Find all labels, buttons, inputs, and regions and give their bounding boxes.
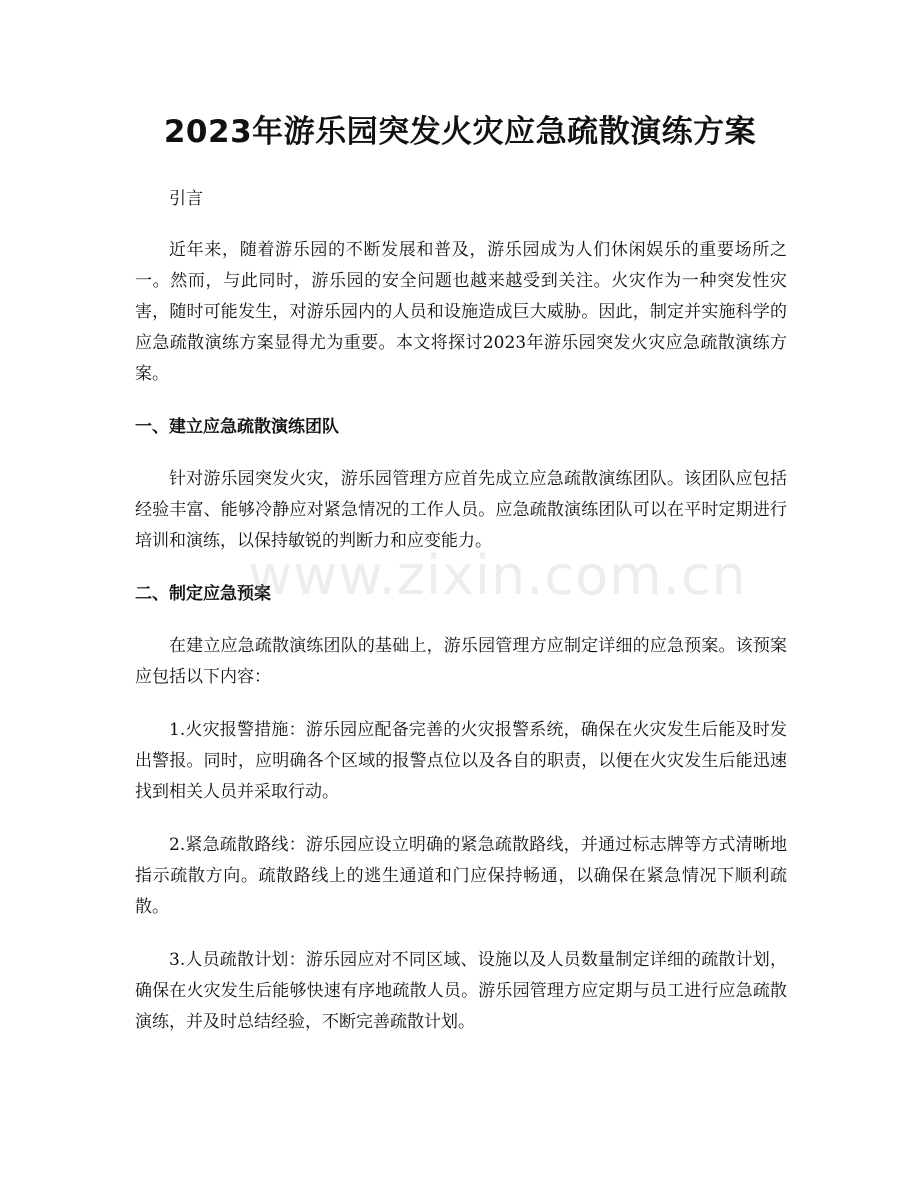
section-heading-team: 一、建立应急疏散演练团队	[135, 417, 339, 437]
list-item-personnel-evacuation: 3.人员疏散计划：游乐园应对不同区域、设施以及人员数量制定详细的疏散计划，确保在火灾发生后能够快速有序地疏散人员。游乐园管理方应定期与员工进行应急疏散演练，并及时总结经验，不断完善疏散计划。	[135, 950, 787, 1032]
intro-label: 引言	[169, 189, 203, 209]
section-heading-plan: 二、制定应急预案	[135, 584, 271, 604]
list-item-evacuation-route: 2.紧急疏散路线：游乐园应设立明确的紧急疏散路线，并通过标志牌等方式清晰地指示疏散方向。疏散路线上的逃生通道和门应保持畅通，以确保在紧急情况下顺利疏散。	[135, 835, 787, 917]
list-item-fire-alarm: 1.火灾报警措施：游乐园应配备完善的火灾报警系统，确保在火灾发生后能及时发出警报。同时，应明确各个区域的报警点位以及各自的职责，以便在火灾发生后能迅速找到相关人员并采取行动。	[135, 720, 787, 802]
intro-paragraph: 近年来，随着游乐园的不断发展和普及，游乐园成为人们休闲娱乐的重要场所之一。然而，与此同时，游乐园的安全问题也越来越受到关注。火灾作为一种突发性灾害，随时可能发生，对游乐园内的人员和设施造成巨大威胁。因此，制定并实施科学的应急疏散演练方案显得尤为重要。本文将探讨2023年游乐园突发火灾应急疏散演练方案。	[135, 240, 787, 384]
document-body	[135, 184, 787, 1060]
section-paragraph-team: 针对游乐园突发火灾，游乐园管理方应首先成立应急疏散演练团队。该团队应包括经验丰富、能够冷静应对紧急情况的工作人员。应急疏散演练团队可以在平时定期进行培训和演练，以保持敏锐的判断力和应变能力。	[135, 469, 787, 551]
watermark: www.zixin.com.cn	[248, 544, 747, 607]
document-title: 2023年游乐园突发火灾应急疏散演练方案	[163, 114, 757, 150]
section-paragraph-plan: 在建立应急疏散演练团队的基础上，游乐园管理方应制定详细的应急预案。该预案应包括以下内容：	[135, 636, 787, 687]
